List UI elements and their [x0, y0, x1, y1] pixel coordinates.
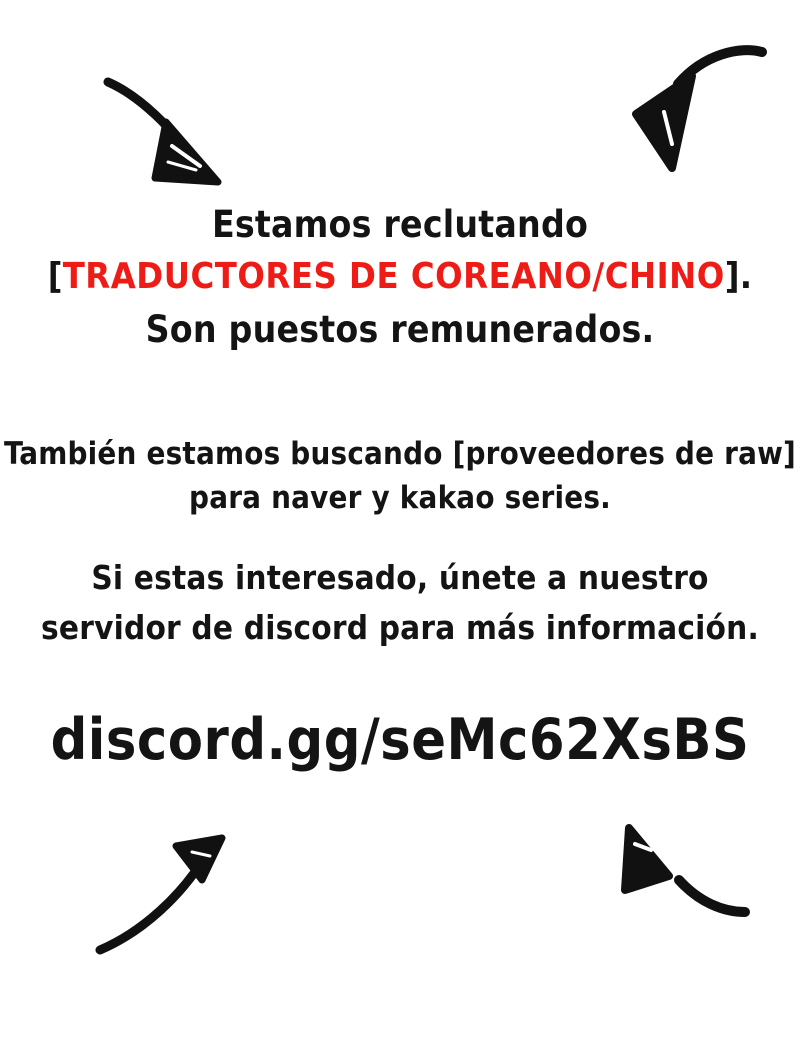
- discord-invite-line-2: [0, 603, 800, 653]
- raw-providers-prefix: También estamos buscando: [3, 436, 453, 472]
- raw-providers-strong: [proveedores de raw]: [452, 436, 797, 472]
- headline-line-3: Son puestos remunerados.: [145, 308, 655, 351]
- recruitment-headline: [0, 200, 800, 356]
- arrow-up-left-hook-icon: [595, 820, 755, 930]
- arrow-down-right-icon: [100, 70, 260, 210]
- discord-invite-prefix: servidor de: [41, 608, 244, 647]
- discord-invite-suffix: para más información.: [368, 608, 759, 647]
- raw-providers-line-2: para naver y kakao series.: [189, 480, 611, 516]
- discord-invite-line-1: Si estas interesado, únete a nuestro: [91, 558, 709, 597]
- discord-link[interactable]: discord.gg/seMc62XsBS: [50, 707, 750, 773]
- discord-link-block[interactable]: [0, 705, 800, 775]
- arrow-down-left-icon: [600, 40, 770, 210]
- bracket-open: [: [47, 256, 63, 297]
- bracket-close: ].: [724, 256, 753, 297]
- headline-line-1: Estamos reclutando: [211, 203, 589, 246]
- raw-providers-paragraph: [0, 432, 800, 520]
- arrow-up-right-icon: [90, 830, 250, 960]
- discord-word: discord: [243, 608, 369, 647]
- raw-providers-line-1: [0, 432, 800, 476]
- discord-invite-paragraph: [0, 553, 800, 653]
- headline-line-2: [0, 250, 800, 304]
- highlight-roles: TRADUCTORES DE COREANO/CHINO: [62, 256, 725, 297]
